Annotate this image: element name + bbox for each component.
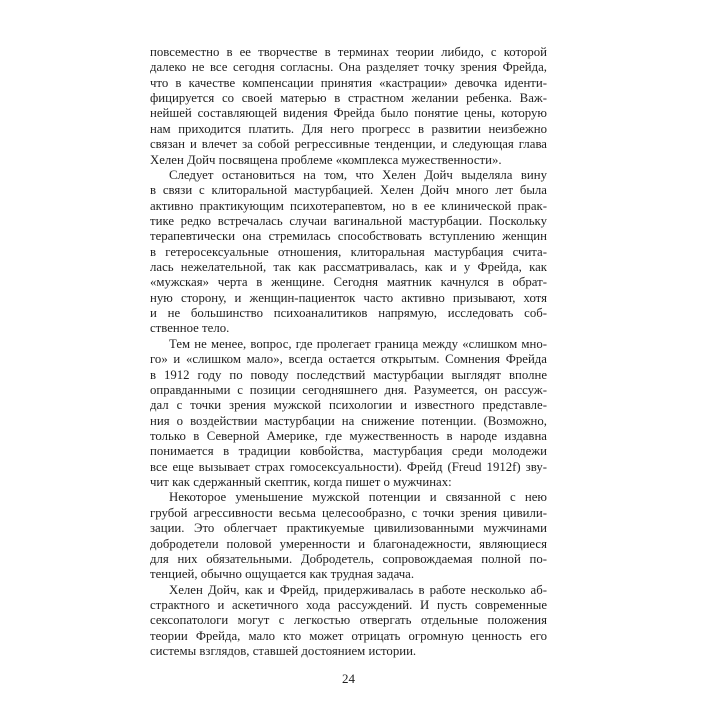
text-line: терапевтически она стремилась способствовать вступлению женщин (150, 229, 547, 244)
text-line: фицируется со своей матерью в страстном желании ребенка. Важ- (150, 91, 547, 106)
text-line: грубой агрессивности весьма целесообразно, с точки зрения цивили- (150, 505, 547, 520)
paragraph (150, 583, 547, 660)
text-line: Некоторое уменьшение мужской потенции и связанной с нею (169, 490, 547, 505)
page-text (150, 45, 547, 659)
text-line: понимается в традиции ковбойства, мастурбация среди молодежи (150, 444, 547, 459)
paragraph (150, 337, 547, 491)
page-number: 24 (342, 671, 355, 686)
text-line: ния о воздействии мастурбации на снижение потенции. (Возможно, (150, 413, 547, 428)
text-line: связан и влечет за собой регрессивные тенденции, и следующая глава (150, 137, 547, 152)
text-line: в связи с клиторальной мастурбацией. Хелен Дойч много лет была (150, 183, 547, 198)
text-line: Следует остановиться на том, что Хелен Дойч выделяла вину (169, 167, 547, 182)
text-line: добродетели половой умеренности и благонадежности, являющиеся (150, 536, 547, 551)
text-line: Хелен Дойч посвящена проблеме «комплекса мужественности». (150, 152, 502, 167)
text-line: лась нежелательной, так как рассматривалась, как и у Фрейда, как (150, 260, 547, 275)
text-line: Хелен Дойч, как и Фрейд, придерживалась в работе несколько аб- (169, 582, 547, 597)
text-line: для них обязательными. Добродетель, сопровождаемая полной по- (150, 551, 547, 566)
text-line: чит как сдержанный скептик, когда пишет о мужчинах: (150, 475, 452, 490)
text-line: теории Фрейда, мало кто может отрицать огромную ценность его (150, 628, 547, 643)
text-line: что в качестве компенсации принятия «кастрации» девочка иденти- (150, 75, 547, 90)
text-line: «мужская» черта в женщине. Сегодня маятник качнулся в обрат- (150, 275, 547, 290)
text-line: оправданными с позиции сегодняшнего дня. Разумеется, он рассуж- (150, 382, 547, 397)
text-line: нам приходится платить. Для него прогресс в развитии неизбежно (150, 121, 547, 136)
text-line: системы взглядов, ставшей достоянием истории. (150, 644, 417, 659)
paragraph (150, 490, 547, 582)
text-line: го» и «слишком мало», всегда остается открытым. Сомнения Фрейда (150, 352, 547, 367)
text-line: дал с точки зрения мужской психологии и известного представле- (150, 398, 547, 413)
text-line: активно практикующим психотерапевтом, но в ее клинической прак- (150, 198, 547, 213)
text-line: далеко не все сегодня согласны. Она разделяет точку зрения Фрейда, (150, 60, 547, 75)
text-line: сексопатологи могут с легкостью отвергать отдельные положения (150, 613, 547, 628)
text-line: ственное тело. (150, 321, 230, 336)
paragraph (150, 168, 547, 337)
text-line: ную сторону, и женщин-пациенток часто активно призывают, хотя (150, 290, 547, 305)
text-line: только в Северной Америке, где мужественность в народе издавна (150, 428, 547, 443)
text-line: Тем не менее, вопрос, где пролегает граница между «слишком мно- (169, 336, 547, 351)
text-line: повсеместно в ее творчестве в терминах теории либидо, с которой (150, 45, 547, 59)
text-line: зации. Это облегчает практикуемые цивилизованными мужчинами (150, 521, 547, 536)
text-line: в гетеросексуальные отношения, клиторальная мастурбация счита- (150, 244, 547, 259)
text-line: и не большинство психоаналитиков напрямую, исследовать соб- (150, 306, 547, 321)
text-line: тенцией, обычно ощущается как трудная задача. (150, 567, 415, 582)
text-line: все еще вызывает страх гомосексуальности). Фрейд (Freud 1912f) зву- (150, 459, 547, 474)
paragraph (150, 45, 547, 168)
text-line: страктного и аскетичного хода рассуждений. И пусть современные (150, 597, 547, 612)
text-line: нейшей составляющей видения Фрейда было понятие цены, которую (150, 106, 547, 121)
text-line: тике редко встречалась случаи вагинальной мастурбации. Поскольку (150, 213, 547, 228)
text-line: в 1912 году по поводу последствий мастурбации выглядят вполне (150, 367, 547, 382)
